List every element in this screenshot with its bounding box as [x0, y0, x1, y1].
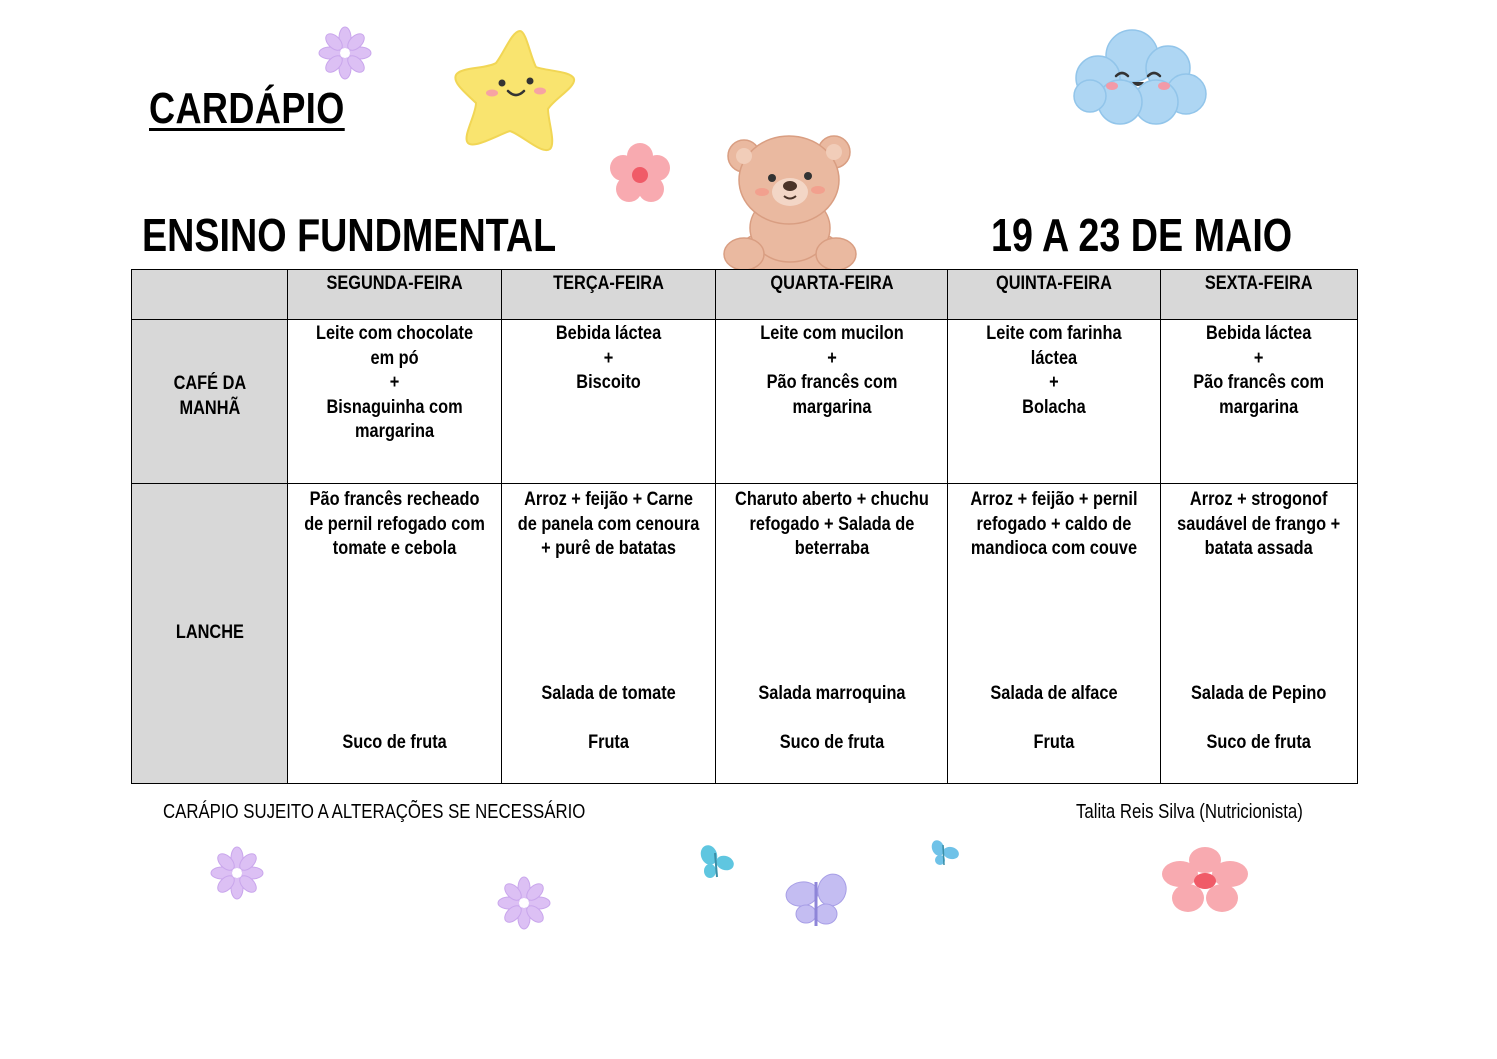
table-header-row [132, 270, 1358, 320]
lunch-wednesday: Charuto aberto + chuchu refogado + Salada de beterraba Salada marroquina Suco de fruta [716, 484, 948, 784]
lunch-label: LANCHE [132, 484, 288, 784]
day-header-tuesday: TERÇA-FEIRA [502, 270, 716, 320]
corner-cell [132, 270, 288, 320]
lunch-row [132, 484, 1358, 784]
day-header-monday: SEGUNDA-FEIRA [288, 270, 502, 320]
school-level: ENSINO FUNDMENTAL [142, 209, 557, 261]
butterfly-icon [929, 838, 961, 868]
day-header-friday: SEXTA-FEIRA [1161, 270, 1358, 320]
lunch-friday: Arroz + strogonof saudável de frango + batata assada Salada de Pepino Suco de fruta [1161, 484, 1358, 784]
lilac-flower-icon [210, 846, 264, 900]
nutritionist-signature: Talita Reis Silva (Nutricionista) [1076, 801, 1303, 823]
breakfast-monday: Leite com chocolate em pó + Bisnaguinha com margarina [288, 320, 502, 484]
breakfast-tuesday: Bebida láctea + Biscoito [502, 320, 716, 484]
star-face-icon [450, 25, 580, 155]
day-header-thursday: QUINTA-FEIRA [948, 270, 1161, 320]
menu-table [131, 269, 1358, 784]
breakfast-thursday: Leite com farinha láctea + Bolacha [948, 320, 1161, 484]
lilac-flower-icon [318, 26, 372, 80]
lunch-thursday: Arroz + feijão + pernil refogado + caldo de mandioca com couve Salada de alface Fruta [948, 484, 1161, 784]
page-title: CARDÁPIO [149, 84, 345, 133]
disclaimer-note: CARÁPIO SUJEITO A ALTERAÇÕES SE NECESSÁRIO [163, 801, 586, 823]
cloud-face-icon [1068, 24, 1210, 130]
date-range: 19 A 23 DE MAIO [991, 209, 1293, 261]
pink-flower-icon [608, 142, 672, 206]
breakfast-friday: Bebida láctea + Pão francês com margarina [1161, 320, 1358, 484]
pink-flower-icon [1160, 846, 1250, 916]
breakfast-row [132, 320, 1358, 484]
butterfly-icon [782, 870, 852, 934]
day-header-wednesday: QUARTA-FEIRA [716, 270, 948, 320]
breakfast-label: CAFÉ DA MANHÃ [132, 320, 288, 484]
lilac-flower-icon [497, 876, 551, 930]
butterfly-icon [697, 843, 737, 883]
lunch-monday: Pão francês recheado de pernil refogado com tomate e cebola Suco de fruta [288, 484, 502, 784]
lunch-tuesday: Arroz + feijão + Carne de panela com cenoura + purê de batatas Salada de tomate Fruta [502, 484, 716, 784]
teddy-bear-icon [722, 130, 858, 270]
breakfast-wednesday: Leite com mucilon + Pão francês com margarina [716, 320, 948, 484]
